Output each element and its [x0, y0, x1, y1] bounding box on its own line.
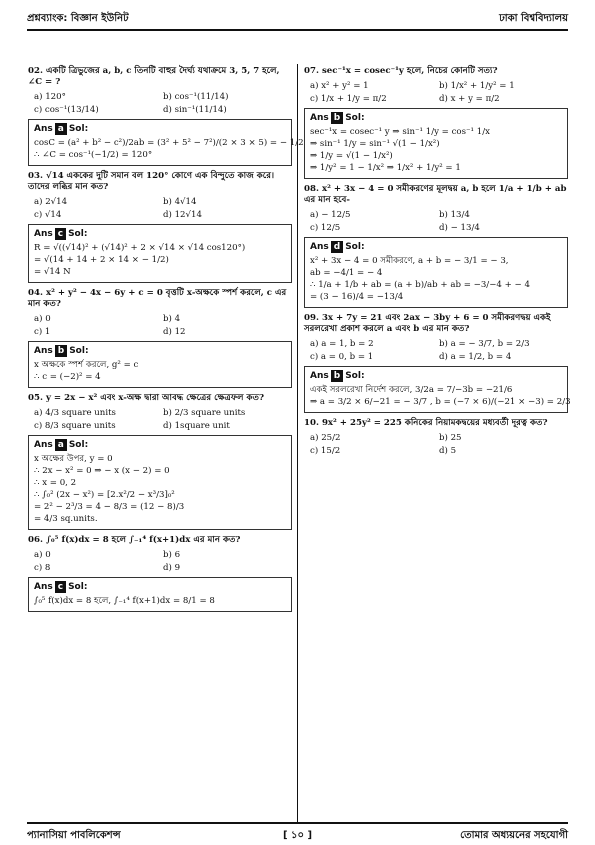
option-c: c) 15/2: [310, 446, 341, 456]
answer-heading: [34, 228, 286, 240]
options-grid: [304, 432, 568, 458]
solution-line: একই সরলরেখা নির্দেশ করলে, 3/2a = 7/−3b = −21/6: [310, 385, 513, 395]
options-grid: [304, 209, 568, 235]
answer-heading: [310, 112, 562, 124]
solution-line: ∴ x = 0, 2: [34, 478, 77, 488]
solution-line: ∴ 1/a + 1/b + ab = (a + b)/ab + ab = −3/−4 + − 4: [310, 280, 530, 290]
answer-key-badge: b: [331, 112, 343, 124]
option-d: d) 12√14: [163, 210, 202, 220]
answer-heading: [34, 439, 286, 451]
option-d: d) x + y = π/2: [439, 94, 500, 104]
option-b: b) 6: [163, 550, 181, 560]
solution-line: x অক্ষের উপর, y = 0: [34, 454, 113, 464]
answer-heading: [310, 241, 562, 253]
footer-publisher: প্যানাসিয়া পাবলিকেশন্স: [27, 830, 121, 841]
solution-line: = (3 − 16)/4 = −13/4: [310, 292, 404, 302]
solution-line: = 2² − 2³/3 = 4 − 8/3 = (12 − 8)/3: [34, 502, 185, 512]
answer-heading: [34, 581, 286, 593]
question-text: 02. একটি ত্রিভুজের a, b, c তিনটি বাহুর দৈর্ঘ্য যথাক্রমে 3, 5, 7 হলে, ∠C = ?: [28, 66, 280, 87]
solution-label: Sol:: [69, 346, 89, 356]
solution-box: [28, 224, 292, 283]
answer-key-badge: c: [55, 228, 66, 240]
solution-label: Sol:: [68, 229, 88, 239]
option-b: b) a = − 3/7, b = 2/3: [439, 339, 530, 349]
options-grid: [304, 80, 568, 106]
left-column: [28, 66, 304, 617]
options-grid: [28, 549, 292, 575]
header-left-title: প্রশ্নব্যাংক: বিজ্ঞান ইউনিট: [27, 13, 129, 24]
solution-line: ⇒ 1/y² = 1 − 1/x² ⇒ 1/x² + 1/y² = 1: [310, 163, 461, 173]
footer-rule: [27, 822, 568, 824]
solution-line: x² + 3x − 4 = 0 সমীকরণে, a + b = − 3/1 = − 3,: [310, 256, 509, 266]
solution-line: x অক্ষকে স্পর্শ করলে, g² = c: [34, 360, 139, 370]
answer-label: Ans: [310, 371, 329, 381]
option-a: a) 0: [34, 550, 51, 560]
option-a: a) 4/3 square units: [34, 408, 116, 418]
answer-label: Ans: [310, 113, 329, 123]
answer-heading: [310, 370, 562, 382]
option-a: a) a = 1, b = 2: [310, 339, 374, 349]
option-c: c) cos⁻¹(13/14): [34, 105, 99, 115]
solution-line: ∴ ∫₀² (2x − x²) = [2.x²/2 − x³/3]₀²: [34, 490, 175, 500]
header-right-title: ঢাকা বিশ্ববিদ্যালয়: [499, 13, 568, 24]
option-c: c) 8: [34, 563, 51, 573]
solution-line: ⇒ 1/y = √(1 − 1/x²): [310, 151, 393, 161]
solution-label: Sol:: [345, 371, 365, 381]
option-a: a) 25/2: [310, 433, 341, 443]
option-c: c) a = 0, b = 1: [310, 352, 374, 362]
solution-line: ∴ ∠C = cos⁻¹(−1/2) = 120°: [34, 150, 153, 160]
question-text: 06. ∫₀⁵ f(x)dx = 8 হলে ∫₋₁⁴ f(x+1)dx এর মান কত?: [28, 535, 241, 545]
answer-label: Ans: [34, 582, 53, 592]
solution-line: ∫₀⁵ f(x)dx = 8 হলে, ∫₋₁⁴ f(x+1)dx = 8/1 = 8: [34, 596, 215, 606]
answer-key-badge: a: [55, 123, 67, 135]
option-c: c) 1: [34, 327, 51, 337]
answer-key-badge: d: [331, 241, 343, 253]
question-text: 10. 9x² + 25y² = 225 কনিকের নিয়ামকদ্বয়ের মধ্যবর্তী দূরত্ব কত?: [304, 418, 548, 428]
answer-heading: [34, 123, 286, 135]
option-b: b) 4: [163, 314, 181, 324]
options-grid: [28, 196, 292, 222]
question-text: 07. sec⁻¹x = cosec⁻¹y হলে, নিচের কোনটি সত্য?: [304, 66, 498, 76]
solution-box: [28, 341, 292, 388]
answer-key-badge: b: [55, 345, 67, 357]
option-b: b) 13/4: [439, 210, 470, 220]
header-rule: [27, 29, 568, 31]
option-b: b) 4√14: [163, 197, 197, 207]
solution-line: ⇒ sin⁻¹ 1/y = sin⁻¹ √(1 − 1/x²): [310, 139, 440, 149]
option-d: d) 1square unit: [163, 421, 230, 431]
column-divider: [297, 64, 298, 824]
answer-label: Ans: [34, 440, 53, 450]
solution-line: sec⁻¹x = cosec⁻¹ y ⇒ sin⁻¹ 1/y = cos⁻¹ 1/x: [310, 127, 490, 137]
question-text: 05. y = 2x − x² এবং x-অক্ষ দ্বারা আবদ্ধ ক্ষেত্রের ক্ষেত্রফল কত?: [28, 393, 265, 403]
answer-heading: [34, 345, 286, 357]
solution-label: Sol:: [68, 582, 88, 592]
option-b: b) 2/3 square units: [163, 408, 246, 418]
solution-box: [304, 237, 568, 308]
option-d: d) 12: [163, 327, 186, 337]
options-grid: [304, 338, 568, 364]
right-column: [304, 66, 571, 460]
option-b: b) 25: [439, 433, 462, 443]
option-a: a) − 12/5: [310, 210, 351, 220]
solution-line: R = √((√14)² + (√14)² + 2 × √14 × √14 cos120°): [34, 243, 246, 253]
option-b: b) cos⁻¹(11/14): [163, 92, 229, 102]
answer-label: Ans: [34, 229, 53, 239]
options-grid: [28, 91, 292, 117]
solution-label: Sol:: [68, 124, 89, 134]
question-text: 09. 3x + 7y = 21 এবং 2ax − 3by + 6 = 0 সমীকরণদ্বয় একই সরলরেখা প্রকাশ করলে a এবং b এর মান কত?: [304, 313, 551, 334]
option-d: d) 5: [439, 446, 457, 456]
option-d: d) − 13/4: [439, 223, 480, 233]
solution-line: ⇒ a = 3/2 × 6/−21 = − 3/7 , b = (−7 × 6)/(−21 × −3) = 2/3: [310, 397, 571, 407]
question-text: 08. x² + 3x − 4 = 0 সমীকরণের মূলদ্বয় a, b হলে 1/a + 1/b + ab এর মান হবে-: [304, 184, 567, 205]
answer-label: Ans: [310, 242, 329, 252]
solution-box: [304, 366, 571, 413]
question-text: 04. x² + y² − 4x − 6y + c = 0 বৃত্তটি x-অক্ষকে স্পর্শ করলে, c এর মান কত?: [28, 288, 287, 309]
solution-box: [28, 435, 292, 530]
solution-line: = 4/3 sq.units.: [34, 514, 98, 524]
question-text: 03. √14 এককের দুটি সমান বল 120° কোণে এক বিন্দুতে কাজ করে। তাদের লব্ধির মান কত?: [28, 171, 275, 192]
options-grid: [28, 407, 292, 433]
solution-line: ab = −4/1 = − 4: [310, 268, 383, 278]
answer-label: Ans: [34, 346, 53, 356]
solution-box: [28, 119, 304, 166]
option-c: c) 12/5: [310, 223, 341, 233]
solution-line: = √(14 + 14 + 2 × 14 × − 1/2): [34, 255, 169, 265]
solution-label: Sol:: [345, 242, 365, 252]
answer-label: Ans: [34, 124, 53, 134]
option-b: b) 1/x² + 1/y² = 1: [439, 81, 515, 91]
solution-label: Sol:: [345, 113, 365, 123]
option-d: d) a = 1/2, b = 4: [439, 352, 512, 362]
option-d: d) sin⁻¹(11/14): [163, 105, 227, 115]
answer-key-badge: a: [55, 439, 67, 451]
option-c: c) 8/3 square units: [34, 421, 116, 431]
footer-tagline: তোমার অধ্যয়নের সহযোগী: [460, 830, 568, 841]
solution-line: cosC = (a² + b² − c²)/2ab = (3² + 5² − 7²)/(2 × 3 × 5) = − 1/2: [34, 138, 304, 148]
solution-line: ∴ c = (−2)² = 4: [34, 372, 101, 382]
option-a: a) x² + y² = 1: [310, 81, 369, 91]
solution-line: = √14 N: [34, 267, 71, 277]
option-a: a) 2√14: [34, 197, 68, 207]
solution-label: Sol:: [68, 440, 89, 450]
answer-key-badge: b: [331, 370, 343, 382]
option-c: c) 1/x + 1/y = π/2: [310, 94, 387, 104]
solution-line: ∴ 2x − x² = 0 ⇒ − x (x − 2) = 0: [34, 466, 170, 476]
option-c: c) √14: [34, 210, 62, 220]
solution-box: [28, 577, 292, 612]
options-grid: [28, 313, 292, 339]
page-number: [ ১০ ]: [282, 830, 313, 841]
option-a: a) 0: [34, 314, 51, 324]
option-a: a) 120°: [34, 92, 66, 102]
answer-key-badge: c: [55, 581, 66, 593]
option-d: d) 9: [163, 563, 181, 573]
solution-box: [304, 108, 568, 179]
